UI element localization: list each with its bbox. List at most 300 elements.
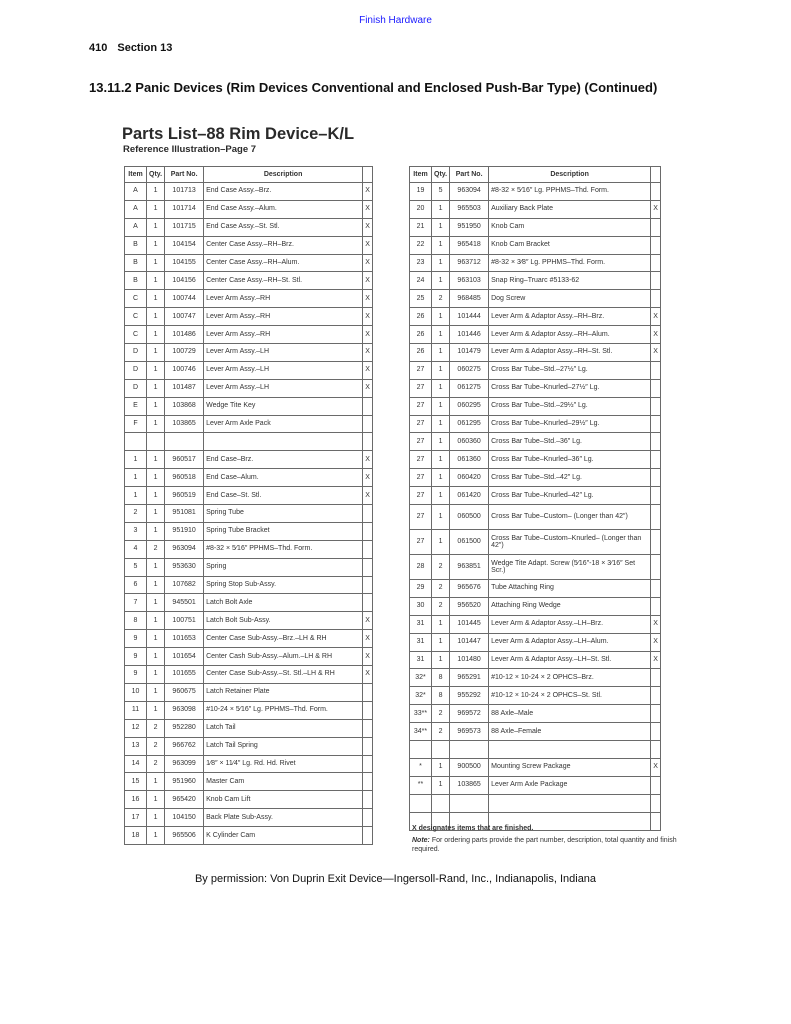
qty-cell: 1 [147,326,165,344]
part-no-cell: 951910 [165,522,204,540]
part-no-cell: 953630 [165,558,204,576]
parts-list-figure [122,125,677,865]
item-cell [410,794,432,812]
description-cell: End Case–St. Stl. [204,487,363,505]
item-cell: 15 [125,773,147,791]
table-row [125,469,373,487]
qty-cell: 2 [147,737,165,755]
item-cell: F [125,415,147,433]
column-header-qty: Qty. [432,167,450,183]
part-no-cell: 951950 [450,218,489,236]
qty-cell: 2 [147,755,165,773]
item-cell: 8 [125,612,147,630]
qty-cell: 1 [432,505,450,530]
ordering-note [412,836,682,854]
part-no-cell: 103865 [165,415,204,433]
description-cell: Lever Arm Assy.–LH [204,361,363,379]
finish-mark-cell [363,755,373,773]
table-row [125,612,373,630]
item-cell: 31 [410,615,432,633]
qty-cell: 1 [147,379,165,397]
part-no-cell: 103868 [165,397,204,415]
part-no-cell: 965420 [165,791,204,809]
table-row [125,308,373,326]
item-cell: 32* [410,687,432,705]
item-cell: 20 [410,200,432,218]
description-cell: Latch Tail Spring [204,737,363,755]
finish-mark-cell: X [363,612,373,630]
part-no-cell: 101480 [450,651,489,669]
description-cell: 88 Axle–Male [489,705,651,723]
description-cell: #10-24 × 5⁄16″ Lg. PPHMS–Thd. Form. [204,701,363,719]
finish-mark-cell [651,705,661,723]
column-header-description: Description [204,167,363,183]
qty-cell: 1 [432,615,450,633]
item-cell: 27 [410,530,432,555]
column-header-finish [363,167,373,183]
description-cell: Lever Arm & Adaptor Assy.–LH–St. Stl. [489,651,651,669]
table-row [410,555,661,580]
table-row [125,415,373,433]
qty-cell: 1 [147,773,165,791]
part-no-cell: 100751 [165,612,204,630]
description-cell [489,794,651,812]
table-row [410,451,661,469]
table-row [410,741,661,759]
qty-cell: 1 [147,218,165,236]
parts-table-left [124,166,373,845]
part-no-cell: 965676 [450,580,489,598]
column-header-part-no: Part No. [450,167,489,183]
item-cell: 5 [125,558,147,576]
description-cell: Dog Screw [489,290,651,308]
description-cell: Lever Arm Axle Package [489,776,651,794]
table-row [125,451,373,469]
table-row [410,794,661,812]
item-cell: C [125,308,147,326]
item-cell: 9 [125,666,147,684]
part-no-cell: 960675 [165,683,204,701]
part-no-cell: 104156 [165,272,204,290]
part-no-cell: 103865 [450,776,489,794]
description-cell: Lever Arm Assy.–LH [204,379,363,397]
item-cell: 9 [125,630,147,648]
qty-cell: 1 [147,522,165,540]
finish-mark-cell [651,469,661,487]
qty-cell: 1 [432,469,450,487]
section-heading: 13.11.2 Panic Devices (Rim Devices Conventional and Enclosed Push-Bar Type) (Continued) [89,80,658,95]
item-cell: D [125,344,147,362]
finish-mark-cell: X [363,630,373,648]
item-cell: 16 [125,791,147,809]
description-cell: Lever Arm & Adaptor Assy.–RH–Brz. [489,308,651,326]
item-cell: 3 [125,522,147,540]
finish-mark-cell: X [651,758,661,776]
finish-mark-cell: X [651,615,661,633]
qty-cell: 1 [432,651,450,669]
description-cell: 1⁄8″ × 11⁄4″ Lg. Rd. Hd. Rivet [204,755,363,773]
qty-cell: 1 [147,236,165,254]
finish-mark-cell: X [363,379,373,397]
qty-cell: 1 [432,308,450,326]
part-no-cell: 101714 [165,200,204,218]
part-no-cell: 956520 [450,597,489,615]
item-cell: 13 [125,737,147,755]
part-no-cell: 963851 [450,555,489,580]
part-no-cell: 963099 [165,755,204,773]
figure-title: Parts List–88 Rim Device–K/L [122,125,355,143]
part-no-cell: 951960 [165,773,204,791]
description-cell: #8-32 × 5⁄16″ Lg. PPHMS–Thd. Form. [489,183,651,201]
qty-cell: 1 [432,272,450,290]
table-row [410,651,661,669]
finish-mark-cell: X [363,308,373,326]
description-cell: Latch Bolt Sub-Assy. [204,612,363,630]
qty-cell: 1 [432,415,450,433]
finish-mark-cell [363,809,373,827]
finish-mark-cell [651,433,661,451]
description-cell: Cross Bar Tube–Knurled–27½″ Lg. [489,379,651,397]
qty-cell: 5 [432,183,450,201]
finish-mark-cell [651,723,661,741]
part-no-cell: 969572 [450,705,489,723]
item-cell: D [125,361,147,379]
item-cell: 34** [410,723,432,741]
item-cell: 27 [410,433,432,451]
column-header-item: Item [410,167,432,183]
part-no-cell: 101653 [165,630,204,648]
description-cell: Wedge Tite Key [204,397,363,415]
finish-mark-cell [651,776,661,794]
qty-cell: 8 [432,669,450,687]
part-no-cell: 963094 [450,183,489,201]
part-no-cell: 900500 [450,758,489,776]
table-row [125,630,373,648]
qty-cell: 1 [147,397,165,415]
qty-cell: 2 [432,705,450,723]
finish-mark-cell [651,218,661,236]
page-number: 410 [89,42,108,54]
table-row [410,218,661,236]
finish-mark-cell: X [363,361,373,379]
item-cell: 24 [410,272,432,290]
description-cell: Lever Arm Assy.–RH [204,326,363,344]
item-cell: D [125,379,147,397]
qty-cell: 1 [147,290,165,308]
finish-mark-cell [651,451,661,469]
item-cell: 12 [125,719,147,737]
qty-cell: 2 [432,723,450,741]
permission-credit: By permission: Von Duprin Exit Device—Ingersoll-Rand, Inc., Indianapolis, Indiana [194,873,597,885]
table-row [125,540,373,558]
table-row [410,344,661,362]
item-cell: B [125,272,147,290]
finish-mark-cell: X [363,272,373,290]
qty-cell: 1 [147,308,165,326]
finish-mark-cell [651,597,661,615]
qty-cell: 2 [147,540,165,558]
qty-cell: 1 [147,612,165,630]
part-no-cell: 061420 [450,487,489,505]
part-no-cell: 061500 [450,530,489,555]
description-cell [204,433,363,451]
part-no-cell: 960518 [165,469,204,487]
column-header-description: Description [489,167,651,183]
table-row [125,755,373,773]
column-header-part-no: Part No. [165,167,204,183]
description-cell: End Case–Brz. [204,451,363,469]
description-cell: #8-32 × 3⁄8″ Lg. PPHMS–Thd. Form. [489,254,651,272]
table-header-row [125,167,373,183]
description-cell: Cross Bar Tube–Knurled–42″ Lg. [489,487,651,505]
qty-cell: 1 [147,254,165,272]
item-cell: ** [410,776,432,794]
description-cell: Lever Arm & Adaptor Assy.–RH–Alum. [489,326,651,344]
table-row [410,361,661,379]
qty-cell: 1 [432,218,450,236]
column-header-qty: Qty. [147,167,165,183]
item-cell: 26 [410,308,432,326]
table-row [410,505,661,530]
description-cell: Center Case Assy.–RH–Alum. [204,254,363,272]
description-cell: Lever Arm Assy.–RH [204,290,363,308]
part-no-cell: 100747 [165,308,204,326]
part-no-cell: 101486 [165,326,204,344]
table-row [125,183,373,201]
finish-mark-cell: X [363,236,373,254]
table-row [125,576,373,594]
item-cell: 27 [410,451,432,469]
part-no-cell: 963098 [165,701,204,719]
table-row [125,737,373,755]
qty-cell: 1 [432,758,450,776]
part-no-cell: 104155 [165,254,204,272]
description-cell: End Case Assy.–St. Stl. [204,218,363,236]
finish-mark-cell: X [363,469,373,487]
part-no-cell: 960519 [165,487,204,505]
item-cell: 4 [125,540,147,558]
part-no-cell: 101487 [165,379,204,397]
table-row [410,758,661,776]
part-no-cell: 060360 [450,433,489,451]
table-row [125,648,373,666]
qty-cell: 1 [147,361,165,379]
description-cell: Cross Bar Tube–Custom– (Longer than 42″) [489,505,651,530]
item-cell: A [125,218,147,236]
item-cell: 1 [125,451,147,469]
item-cell: C [125,290,147,308]
description-cell: End Case–Alum. [204,469,363,487]
description-cell: Lever Arm Assy.–RH [204,308,363,326]
qty-cell: 1 [147,558,165,576]
item-cell: 1 [125,469,147,487]
finish-mark-cell [651,794,661,812]
table-row [410,633,661,651]
finish-mark-cell [363,791,373,809]
table-row [410,469,661,487]
qty-cell: 1 [432,326,450,344]
qty-cell: 1 [147,415,165,433]
qty-cell: 1 [432,451,450,469]
finish-mark-cell: X [363,666,373,684]
qty-cell: 1 [432,487,450,505]
qty-cell: 2 [432,290,450,308]
table-row [410,397,661,415]
item-cell: B [125,236,147,254]
part-no-cell: 100744 [165,290,204,308]
table-row [410,433,661,451]
table-row [410,776,661,794]
item-cell: 19 [410,183,432,201]
description-cell: Lever Arm & Adaptor Assy.–LH–Brz. [489,615,651,633]
table-row [410,200,661,218]
part-no-cell [165,433,204,451]
table-row [125,326,373,344]
description-cell: Tube Attaching Ring [489,580,651,598]
table-row [410,236,661,254]
table-row [125,522,373,540]
item-cell: 2 [125,505,147,523]
qty-cell: 1 [432,433,450,451]
item-cell: 22 [410,236,432,254]
parts-table-right [409,166,661,831]
description-cell: #8-32 × 5⁄16″ PPHMS–Thd. Form. [204,540,363,558]
item-cell: 31 [410,633,432,651]
qty-cell: 1 [147,630,165,648]
item-cell: 27 [410,469,432,487]
part-no-cell: 101713 [165,183,204,201]
qty-cell: 1 [432,254,450,272]
part-no-cell: 101444 [450,308,489,326]
part-no-cell: 963103 [450,272,489,290]
description-cell: Spring Tube [204,505,363,523]
table-row [410,487,661,505]
table-row [410,597,661,615]
description-cell: Latch Retainer Plate [204,683,363,701]
finish-mark-cell [651,669,661,687]
finish-mark-cell: X [651,326,661,344]
finish-mark-cell [651,397,661,415]
finish-mark-cell [651,183,661,201]
qty-cell: 1 [147,809,165,827]
finish-mark-cell [651,687,661,705]
item-cell: 9 [125,648,147,666]
qty-cell: 1 [147,451,165,469]
finish-mark-cell: X [651,633,661,651]
description-cell: Mounting Screw Package [489,758,651,776]
part-no-cell: 060500 [450,505,489,530]
description-cell: Cross Bar Tube–Knurled–36″ Lg. [489,451,651,469]
part-no-cell: 952280 [165,719,204,737]
description-cell: Center Case Assy.–RH–St. Stl. [204,272,363,290]
part-no-cell: 104150 [165,809,204,827]
qty-cell: 1 [147,505,165,523]
item-cell: C [125,326,147,344]
qty-cell: 1 [147,183,165,201]
finish-mark-cell: X [651,308,661,326]
item-cell: 28 [410,555,432,580]
description-cell: Lever Arm Axle Pack [204,415,363,433]
part-no-cell: 101715 [165,218,204,236]
table-row [410,254,661,272]
part-no-cell: 101445 [450,615,489,633]
qty-cell: 2 [147,719,165,737]
finish-mark-cell [651,505,661,530]
description-cell: Knob Cam [489,218,651,236]
item-cell: 33** [410,705,432,723]
qty-cell: 1 [432,200,450,218]
part-no-cell [450,741,489,759]
item-cell: 1 [125,487,147,505]
finish-mark-cell [363,594,373,612]
item-cell: 7 [125,594,147,612]
item-cell: 27 [410,361,432,379]
item-cell: 6 [125,576,147,594]
table-row [125,200,373,218]
finish-mark-cell [363,415,373,433]
table-row [410,723,661,741]
part-no-cell: 965418 [450,236,489,254]
finish-mark-cell [651,530,661,555]
qty-cell: 1 [147,594,165,612]
part-no-cell: 100729 [165,344,204,362]
finish-mark-cell: X [363,648,373,666]
description-cell: Latch Bolt Axle [204,594,363,612]
item-cell: 27 [410,415,432,433]
table-row [410,308,661,326]
description-cell: Lever Arm & Adaptor Assy.–LH–Alum. [489,633,651,651]
qty-cell: 1 [432,361,450,379]
qty-cell: 1 [147,487,165,505]
qty-cell: 1 [432,530,450,555]
item-cell: 17 [125,809,147,827]
finish-mark-cell [651,487,661,505]
description-cell: 88 Axle–Female [489,723,651,741]
description-cell: Knob Cam Bracket [489,236,651,254]
finish-mark-cell [363,683,373,701]
item-cell: 32* [410,669,432,687]
finish-mark-cell [363,827,373,845]
finish-mark-cell: X [651,344,661,362]
item-cell: 29 [410,580,432,598]
description-cell: Cross Bar Tube–Std.–36″ Lg. [489,433,651,451]
running-head: Finish Hardware [359,15,432,26]
description-cell: Spring [204,558,363,576]
table-row [410,379,661,397]
finish-mark-cell [651,741,661,759]
item-cell: 27 [410,505,432,530]
part-no-cell: 060420 [450,469,489,487]
description-cell: Master Cam [204,773,363,791]
description-cell: Center Case Sub-Assy.–Brz.–LH & RH [204,630,363,648]
finish-mark-cell: X [363,218,373,236]
finish-mark-cell: X [363,344,373,362]
description-cell: Cross Bar Tube–Std.–42″ Lg. [489,469,651,487]
table-row [125,361,373,379]
item-cell: 27 [410,487,432,505]
table-row [410,687,661,705]
part-no-cell: 107682 [165,576,204,594]
finish-mark-cell [651,379,661,397]
table-row [125,218,373,236]
qty-cell: 2 [432,597,450,615]
table-row [125,397,373,415]
finish-mark-cell: X [651,200,661,218]
item-cell: 31 [410,651,432,669]
part-no-cell: 100746 [165,361,204,379]
qty-cell: 1 [432,344,450,362]
finish-mark-cell: X [363,326,373,344]
